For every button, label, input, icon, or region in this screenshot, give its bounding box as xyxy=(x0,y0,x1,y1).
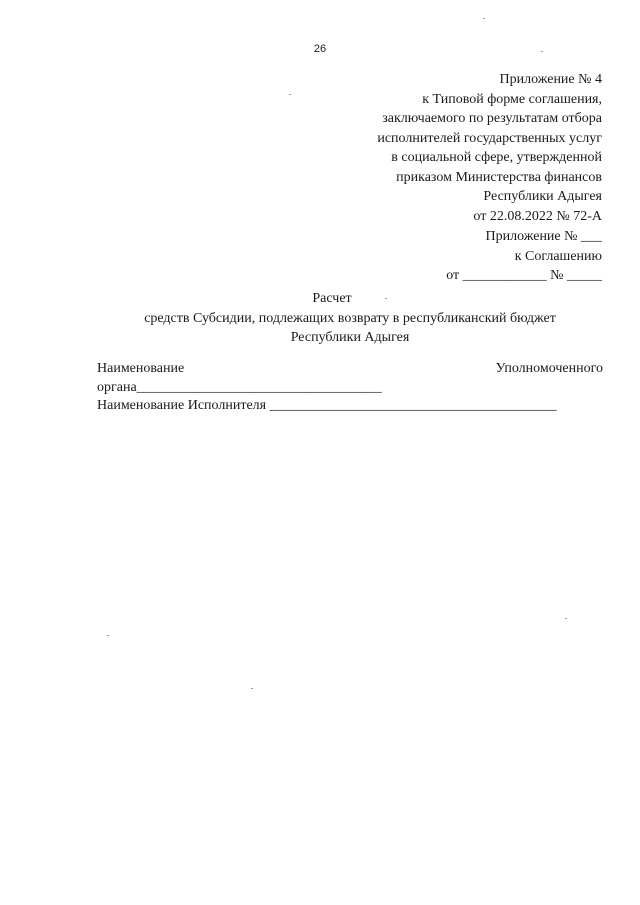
scan-speck xyxy=(385,298,387,299)
authorized-body-label-right: Уполномоченного xyxy=(495,361,603,376)
scan-speck xyxy=(565,618,567,619)
title-line: средств Субсидии, подлежащих возврату в республиканский бюджет xyxy=(144,310,556,326)
authorized-body-field xyxy=(97,379,603,398)
authorized-body-blank: ___________________________________ xyxy=(136,379,382,395)
annex-line: Республики Адыгея xyxy=(483,189,602,204)
scan-speck xyxy=(107,635,109,636)
date-number-line: от ____________ № _____ xyxy=(446,268,602,283)
annex-line: заключаемого по результатам отбора xyxy=(382,111,602,126)
annex-line: Приложение № 4 xyxy=(499,72,602,87)
executor-blank: _________________________________________ xyxy=(269,398,557,413)
scan-speck xyxy=(483,18,485,19)
title-line: Расчет xyxy=(312,291,352,306)
page-number: 26 xyxy=(313,43,327,55)
annex-line: к Типовой форме соглашения, xyxy=(422,91,602,107)
annex-line: исполнителей государственных услуг xyxy=(377,130,602,146)
annex-line: приказом Министерства финансов xyxy=(396,169,602,185)
agreement-reference xyxy=(302,227,602,286)
executor-field xyxy=(97,397,603,416)
title-line: Республики Адыгея xyxy=(290,330,410,345)
annex-line: от 22.08.2022 № 72-А xyxy=(473,208,602,224)
appendix-number-line: Приложение № ___ xyxy=(485,229,602,244)
authorized-body-label-row xyxy=(97,360,603,379)
annex-line: в социальной сфере, утвержденной xyxy=(391,150,602,165)
form-fields xyxy=(97,360,603,416)
scan-speck xyxy=(289,94,291,95)
annex-header xyxy=(302,70,602,226)
executor-label: Наименование Исполнителя xyxy=(97,398,267,413)
document-title xyxy=(60,289,640,348)
to-agreement-line: к Соглашению xyxy=(514,248,602,264)
authorized-body-label-left: Наименование xyxy=(97,361,185,376)
scan-speck xyxy=(251,688,253,689)
authorized-body-label-cont: органа xyxy=(97,379,137,395)
scan-speck xyxy=(541,51,543,52)
